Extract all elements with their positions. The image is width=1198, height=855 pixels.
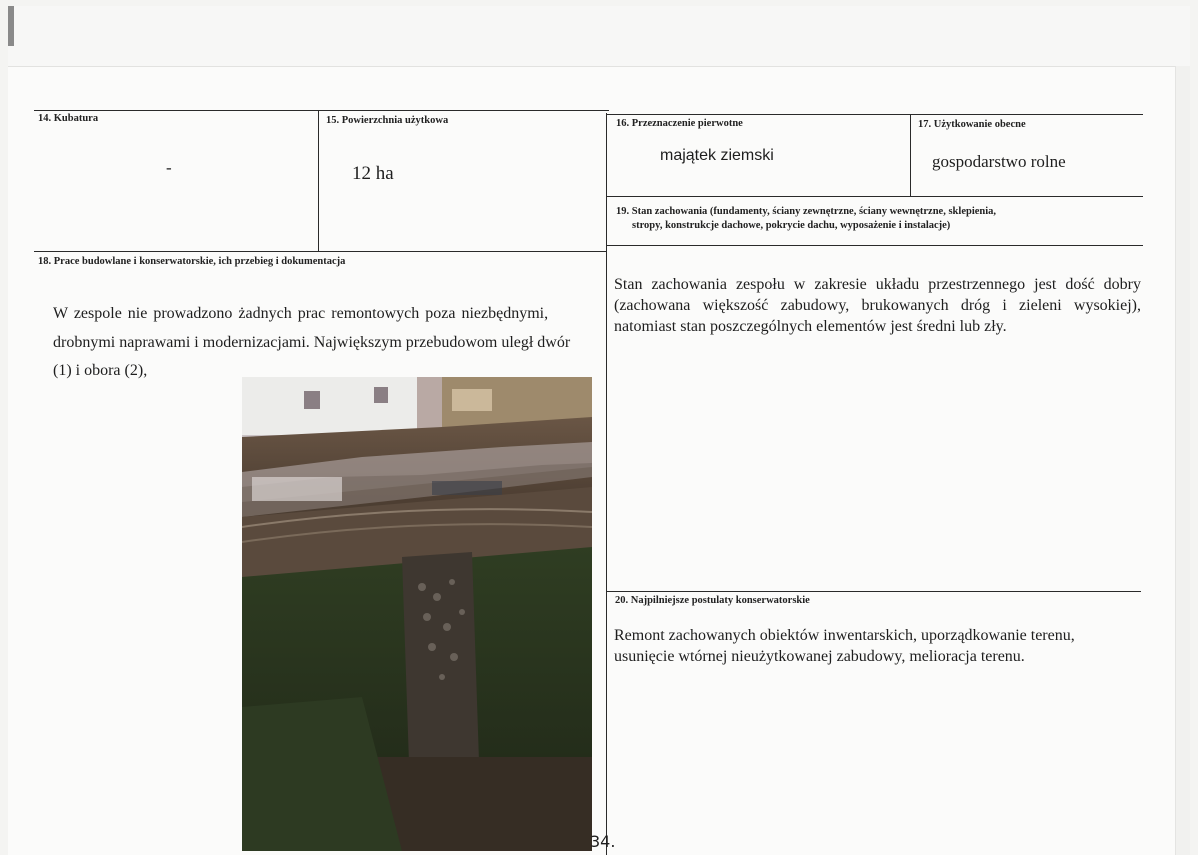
field-16-value: majątek ziemski — [660, 147, 774, 164]
field-14-label: 14. Kubatura — [38, 113, 99, 124]
divider-14-15 — [318, 110, 319, 252]
field-14-value: - — [166, 158, 172, 177]
field-15-value: 12 ha — [352, 163, 394, 184]
field-18-line-1: W zespole nie prowadzono żadnych prac remontowych poza niezbędnymi, — [53, 305, 549, 322]
top-strip — [8, 6, 1190, 67]
paper-edge — [1175, 66, 1190, 855]
document-page — [8, 6, 1190, 855]
row-line-20 — [607, 591, 1141, 592]
photo-farmyard — [242, 377, 592, 851]
field-18-line-3: (1) i obora (2), — [53, 362, 148, 379]
row-line-16-19 — [607, 196, 1143, 197]
scan-mark — [8, 6, 14, 46]
field-20-label: 20. Najpilniejsze postulaty konserwatorskie — [615, 595, 810, 606]
field-15-label: 15. Powierzchnia użytkowa — [326, 115, 449, 126]
field-16-label: 16. Przeznaczenie pierwotne — [616, 118, 743, 129]
field-19-label-2: stropy, konstrukcje dachowe, pokrycie dachu, wyposażenie i instalacje) — [632, 220, 951, 231]
field-18-label: 18. Prace budowlane i konserwatorskie, ich przebieg i dokumentacja — [38, 256, 346, 267]
field-17-value: gospodarstwo rolne — [932, 152, 1066, 171]
field-19-text: Stan zachowania zespołu w zakresie układu przestrzennego jest dość dobry (zachowana większość zabudowy, brukowanych dróg i zieleni wysokiej), natomiast stan poszczególnych elementów jest średni lub zły. — [614, 276, 1141, 335]
field-20-text: Remont zachowanych obiektów inwentarskich, uporządkowanie terenu, usunięcie wtórnej nieużytkowanej zabudowy, melioracja terenu. — [614, 627, 1075, 665]
row-line-top-left — [34, 110, 609, 111]
row-line-top-right — [607, 114, 1143, 115]
divider-main — [606, 113, 607, 855]
field-17-label: 17. Użytkowanie obecne — [918, 119, 1026, 130]
row-line-18 — [34, 251, 607, 252]
field-19-label-1: 19. Stan zachowania (fundamenty, ściany zewnętrzne, ściany wewnętrzne, sklepienia, — [616, 206, 997, 217]
divider-16-17 — [910, 114, 911, 196]
page-number: 34. — [590, 832, 616, 851]
row-line-19-body — [607, 245, 1143, 246]
field-18-line-2: drobnymi naprawami i modernizacjami. Największym przebudowom uległ dwór — [53, 334, 571, 351]
